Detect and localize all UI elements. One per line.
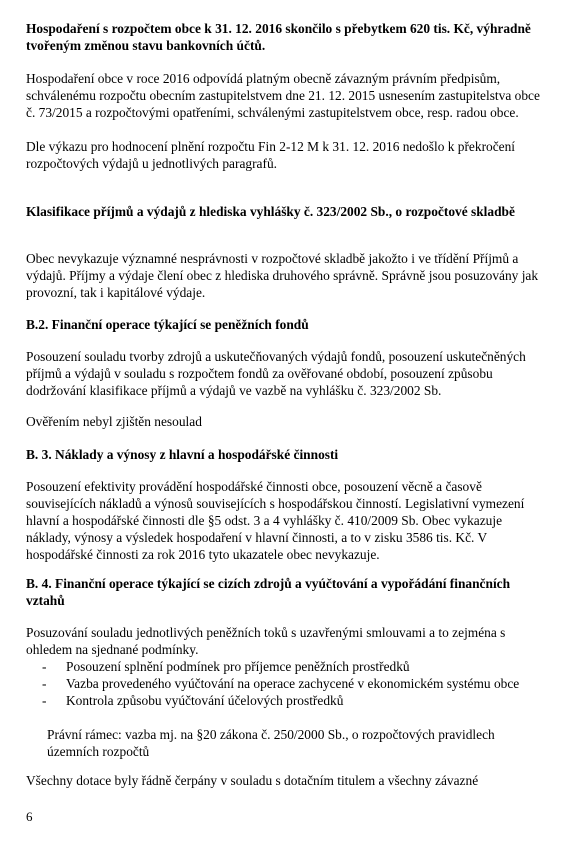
paragraph-budget-report: Dle výkazu pro hodnocení plnění rozpočtu Fin 2-12 M k 31. 12. 2016 nedošlo k překročení rozpočtových výdajů u jednotlivých paragrafů.	[26, 139, 516, 171]
check-list	[42, 658, 542, 709]
heading-budget-result: Hospodaření s rozpočtem obce k 31. 12. 2016 skončilo s přebytkem 620 tis. Kč, výhradně tvořeným změnou stavu bankovních účtů.	[26, 21, 531, 53]
paragraph-b2: Posouzení souladu tvorby zdrojů a uskutečňovaných výdajů fondů, posouzení uskutečněných příjmů a výdajů v souladu s rozpočtem fondů za ověřované období, posouzení způsobu dodržování klasifikace příjmů a výdajů ve vazbě na vyhlášku č. 323/2002 Sb.	[26, 349, 526, 398]
page-number: 6	[26, 809, 33, 824]
paragraph-budget-compliance: Hospodaření obce v roce 2016 odpovídá platným obecně závazným právním předpisům, schválenému rozpočtu obecním zastupitelstvem dne 21. 12. 2015 usnesením zastupitelstva obce č. 73/2015 a rozpočtovými opatřeními, schválenými zastupitelstvem obce, resp. radou obce.	[26, 71, 540, 120]
list-item: - Posouzení splnění podmínek pro příjemce peněžních prostředků	[42, 658, 542, 675]
paragraph-subsidies: Všechny dotace byly řádně čerpány v souladu s dotačním titulem a všechny závazné	[26, 773, 479, 788]
heading-b4: B. 4. Finanční operace týkající se cizích zdrojů a vyúčtování a vypořádání finančních vztahů	[26, 576, 511, 608]
paragraph-b4: Posuzování souladu jednotlivých peněžních toků s uzavřenými smlouvami a to zejména s ohledem na sjednané podmínky.	[26, 625, 506, 657]
heading-classification: Klasifikace příjmů a výdajů z hlediska vyhlášky č. 323/2002 Sb., o rozpočtové skladbě	[26, 204, 515, 219]
list-item: - Kontrola způsobu vyúčtování účelových prostředků	[42, 692, 542, 709]
heading-b3: B. 3. Náklady a výnosy z hlavní a hospodářské činnosti	[26, 447, 339, 462]
paragraph-b3: Posouzení efektivity provádění hospodářské činnosti obce, posouzení věcně a časově souvisejících nákladů a výnosů souvisejících s hospodářskou činností. Legislativní vymezení hlavní a hospodářské činnosti dle §5 odst. 3 a 4 vyhlášky č. 410/2009 Sb. Obec vykazuje náklady, výnosy a výsledek hospodaření v hlavní činnosti, a to v zisku 3586 tis. Kč. V hospodářské činnosti za rok 2016 tyto ukazatele obec nevykazuje.	[26, 479, 525, 562]
heading-b2: B.2. Finanční operace týkající se peněžních fondů	[26, 317, 309, 332]
legal-frame: Právní rámec: vazba mj. na §20 zákona č. 250/2000 Sb., o rozpočtových pravidlech územních rozpočtů	[47, 727, 495, 759]
list-item: - Vazba provedeného vyúčtování na operace zachycené v ekonomickém systému obce	[42, 675, 542, 692]
paragraph-classification: Obec nevykazuje významné nesprávnosti v rozpočtové skladbě jakožto i ve třídění Příjmů a výdajů. Příjmy a výdaje člení obec z hlediska druhového správně. Správně jsou posuzovány jak provozní, tak i kapitálové výdaje.	[26, 251, 539, 300]
paragraph-b2-result: Ověřením nebyl zjištěn nesoulad	[26, 414, 202, 429]
